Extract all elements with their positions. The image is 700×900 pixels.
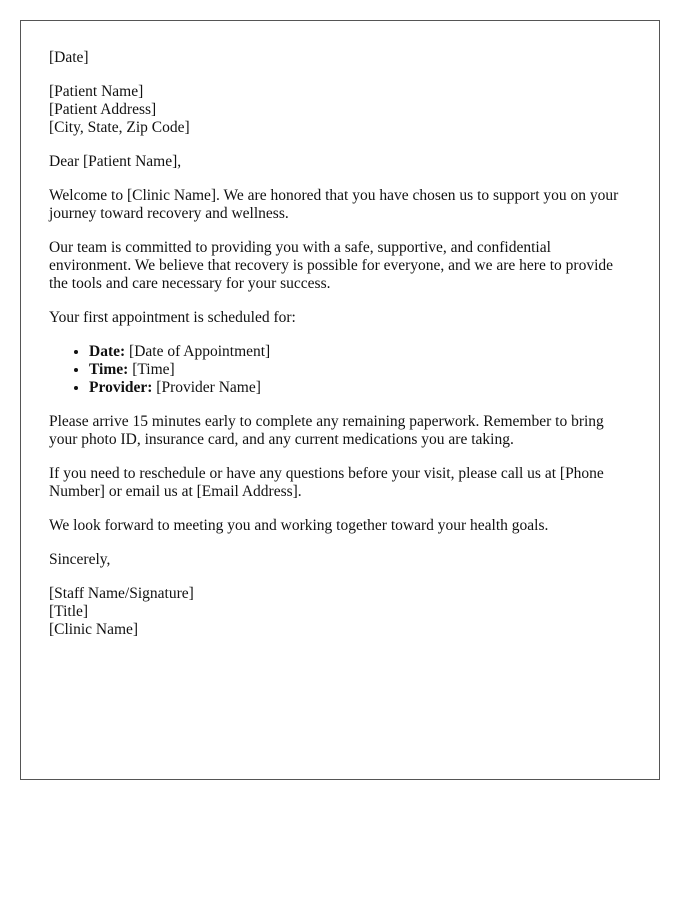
appointment-intro: Your first appointment is scheduled for: [49,309,296,326]
signature-clinic: [Clinic Name] [49,621,139,638]
appointment-time-item [89,361,631,379]
appointment-date-value: [Date of Appointment] [125,343,271,360]
signoff: Sincerely, [49,551,111,568]
letter-page [20,20,660,780]
arrival-paragraph: Please arrive 15 minutes early to complete any remaining paperwork. Remember to bring your photo ID, insurance card, and any current medications you are taking. [49,413,604,448]
appointment-date-item [89,343,631,361]
appointment-provider-label: Provider: [89,379,153,396]
letter-date: [Date] [49,49,89,66]
appointment-provider-item [89,379,631,397]
signature-title: [Title] [49,603,89,620]
salutation: Dear [Patient Name], [49,153,182,170]
signature-block [49,585,631,639]
signature-staff: [Staff Name/Signature] [49,585,194,602]
recipient-block [49,83,631,137]
contact-paragraph: If you need to reschedule or have any questions before your visit, please call us at [Phone Number] or email us at [Email Address]. [49,465,604,500]
recipient-address: [Patient Address] [49,101,157,118]
appointment-date-label: Date: [89,343,126,360]
appointment-provider-value: [Provider Name] [152,379,261,396]
appointment-time-label: Time: [89,361,129,378]
commitment-paragraph: Our team is committed to providing you with a safe, supportive, and confidential environment. We believe that recovery is possible for everyone, and we are here to provide the tools and care necessary for your success. [49,239,614,292]
recipient-city: [City, State, Zip Code] [49,119,190,136]
recipient-name: [Patient Name] [49,83,144,100]
appointment-list [49,343,631,397]
closing-paragraph: We look forward to meeting you and working together toward your health goals. [49,517,549,534]
welcome-paragraph: Welcome to [Clinic Name]. We are honored that you have chosen us to support you on your journey toward recovery and wellness. [49,187,619,222]
appointment-time-value: [Time] [128,361,175,378]
